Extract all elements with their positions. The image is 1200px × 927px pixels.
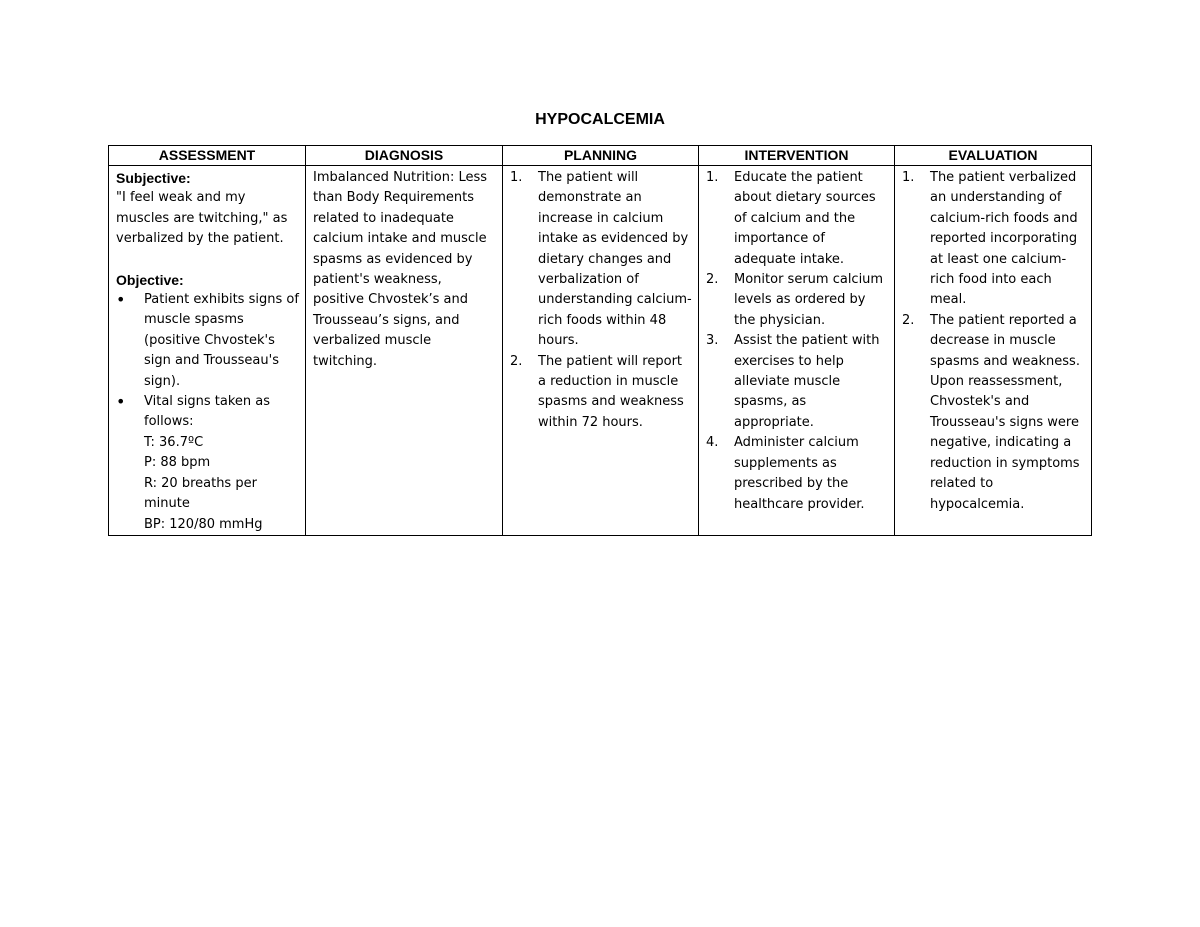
subjective-text: "I feel weak and my muscles are twitching," as verbalized by the patient.	[116, 190, 288, 247]
intervention-cell	[699, 166, 895, 536]
list-item: 1. Educate the patient about dietary sources of calcium and the importance of adequate intake.	[706, 170, 876, 267]
vital-respiration: R: 20 breaths per minute	[144, 475, 257, 512]
planning-list	[510, 168, 692, 433]
objective-item: • Patient exhibits signs of muscle spasms (positive Chvostek's sign and Trousseau's sign).	[116, 290, 299, 392]
subjective-label: Subjective:	[116, 170, 191, 186]
header-evaluation: EVALUATION	[895, 146, 1092, 166]
list-item: 2. The patient reported a decrease in muscle spasms and weakness. Upon reassessment, Chvostek's and Trousseau's signs were negative, indicating a reduction in symptoms related to hypocalcemia.	[902, 312, 1080, 512]
list-item: 2. The patient will report a reduction in muscle spasms and weakness within 72 hours.	[510, 353, 684, 430]
table-header-row	[109, 146, 1092, 166]
diagnosis-text: Imbalanced Nutrition: Less than Body Requirements related to inadequate calcium intake and muscle spasms as evidenced by patient's weakness, positive Chvostek’s and Trousseau’s signs, and verbalized muscle twitching.	[313, 170, 488, 369]
diagnosis-cell	[306, 166, 503, 536]
header-intervention: INTERVENTION	[699, 146, 895, 166]
intervention-list	[706, 168, 888, 515]
list-item: 4. Administer calcium supplements as prescribed by the healthcare provider.	[706, 435, 865, 512]
planning-cell	[503, 166, 699, 536]
list-item: 1. The patient verbalized an understanding of calcium-rich foods and reported incorporating at least one calcium-rich food into each meal.	[902, 170, 1078, 308]
list-item: 1. The patient will demonstrate an increase in calcium intake as evidenced by dietary changes and verbalization of understanding calcium-rich foods within 48 hours.	[510, 170, 692, 349]
vital-blood-pressure: BP: 120/80 mmHg	[144, 516, 263, 532]
header-assessment: ASSESSMENT	[109, 146, 306, 166]
evaluation-list	[902, 168, 1085, 515]
objective-list	[116, 290, 299, 535]
objective-item: • Vital signs taken as follows: T: 36.7ºC P: 88 bpm R: 20 breaths per minute BP: 120/80 mmHg	[116, 392, 299, 535]
nursing-care-plan-table	[108, 145, 1092, 536]
list-item: 2. Monitor serum calcium levels as ordered by the physician.	[706, 272, 884, 328]
header-planning: PLANNING	[503, 146, 699, 166]
table-row	[109, 166, 1092, 536]
assessment-cell	[109, 166, 306, 536]
vital-pulse: P: 88 bpm	[144, 455, 211, 471]
evaluation-cell	[895, 166, 1092, 536]
page-title: HYPOCALCEMIA	[535, 111, 665, 128]
objective-label: Objective:	[116, 271, 184, 288]
vital-temperature: T: 36.7ºC	[144, 434, 204, 450]
header-diagnosis: DIAGNOSIS	[306, 146, 503, 166]
list-item: 3. Assist the patient with exercises to help alleviate muscle spasms, as appropriate.	[706, 333, 880, 430]
